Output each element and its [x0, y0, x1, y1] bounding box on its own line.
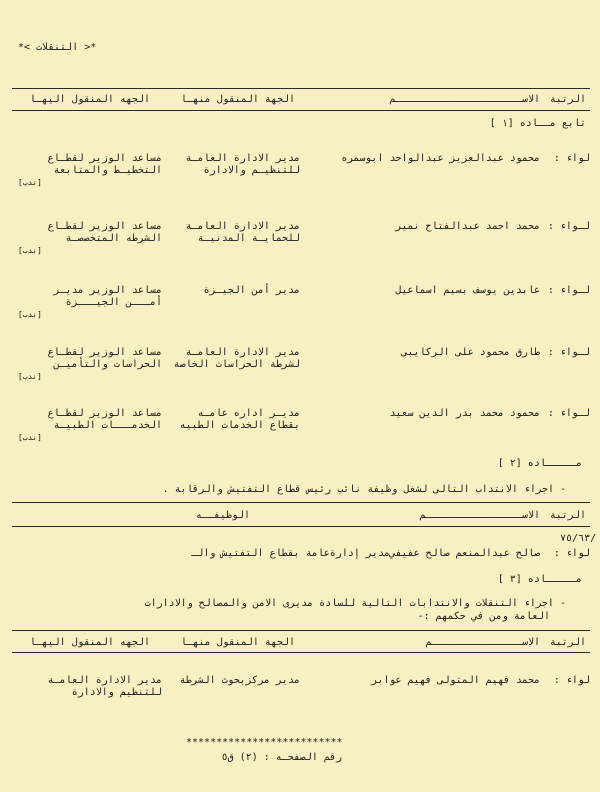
section-text: - اجراء الانتداب التالى لشغل وظيفة نائب رئيس قطاع التفتيش والرقابة . — [162, 484, 566, 495]
from-unit: مدير الادارة العامـة — [185, 347, 300, 358]
page-number: رقم الصفحـه : (٢) ق٥ — [221, 752, 342, 763]
header-rule-top — [12, 88, 590, 89]
header-rule-bottom — [12, 110, 590, 111]
top-mark: *< التنقلات >* — [18, 42, 97, 53]
header-name: الاســــــــــــــــم — [419, 510, 540, 521]
officer-name: صالح عبدالمنعم صالح عفيفي — [389, 548, 540, 559]
officer-name: عابدين يوسف بسيم اسماعيل — [395, 285, 540, 296]
from-unit: للتنظيـم والادارة — [203, 165, 300, 176]
rank: لـواء : — [547, 221, 590, 232]
header-rule-top — [12, 630, 590, 631]
assignment-note: [ندب] — [17, 310, 42, 319]
section-text: - اجراء التنقلات والانتدابات التالية للسادة مديرى الامن والمصالح والادارات — [144, 598, 566, 609]
officer-name: محمد فهيم المتولى فهيم عوابر — [371, 675, 540, 686]
assignment-note: [ندب] — [17, 372, 42, 381]
from-unit: مدير مركزبحوث الشرطة — [179, 675, 300, 686]
header-rule-top — [12, 502, 590, 503]
rank: لـواء : — [547, 347, 590, 358]
header-to: الجهه المنقول اليهـا — [29, 637, 150, 648]
file-code: ٧٥/٦٣/ — [560, 533, 597, 544]
header-to: الجهه المنقول اليهـا — [29, 94, 150, 105]
officer-name: محمد احمد عبدالفتاح نمير — [395, 221, 540, 232]
stars-divider: ************************** — [186, 737, 343, 748]
officer-name: محمود عبدالعزيز عبدالواحد ابوسمره — [341, 153, 540, 164]
from-unit: مدير أمن الجيـزة — [203, 285, 300, 296]
officer-name: محمود محمد بدر الدين سعيد — [389, 408, 540, 419]
to-unit: مساعد الوزير لقطـاع — [47, 153, 162, 164]
assignment-note: [ندب] — [17, 246, 42, 255]
header-name: الاســـــــــــــــــــــم — [389, 94, 540, 105]
header-rule-bottom — [12, 526, 590, 527]
from-unit: للحمايـة المدنيـة — [197, 233, 300, 244]
from-unit: مديـر اداره عامـه — [197, 408, 300, 419]
from-unit: لشرطة الحراسات الخاصة — [173, 359, 300, 370]
to-unit: أمـــن الجيـــزة — [65, 297, 162, 308]
header-rank: الرتبة — [549, 637, 586, 648]
to-unit: مدير الادارة العامـة — [47, 675, 162, 686]
from-unit: مدير الادارة العامـة — [185, 153, 300, 164]
rank: لـواء : — [547, 285, 590, 296]
to-unit: مساعد الوزير لقطـاع — [47, 221, 162, 232]
header-from: الجهة المنقول منهـا — [180, 94, 295, 105]
section-title: تابع مــاده [١ ] — [489, 118, 586, 129]
from-unit: بقطاع الخدمات الطبيه — [179, 420, 300, 431]
rank: لواء : — [553, 153, 590, 164]
header-job: الوظيفــه — [195, 510, 250, 521]
to-unit: الشرطه المتخصصـة — [65, 233, 162, 244]
to-unit: التخطيـط والمتابعة — [53, 165, 162, 176]
officer-name: طارق محمود على الركايبى — [401, 347, 540, 358]
header-from: الجهة المنقول منهـا — [180, 637, 295, 648]
job-title: مدير إدارةعامة بقطاع التفتيش والـ — [191, 548, 390, 559]
header-rule-bottom — [12, 652, 590, 653]
section-title: مـــــاده [٢ ] — [497, 458, 582, 469]
header-name: الاســـــــــــــــم — [425, 637, 540, 648]
to-unit: للتنظيم والادارة — [71, 687, 162, 698]
to-unit: مساعد الوزير لقطـاع — [47, 408, 162, 419]
rank: لـواء : — [547, 408, 590, 419]
to-unit: الحراسات والتأميـن — [53, 359, 162, 370]
header-rank: الرتبة — [549, 510, 586, 521]
rank: لواء : — [553, 675, 590, 686]
assignment-note: [ندب] — [17, 178, 42, 187]
rank: لواء : — [553, 548, 590, 559]
section-text: العامة ومن في حكمهم :- — [417, 611, 550, 622]
assignment-note: [ندب] — [17, 433, 42, 442]
header-rank: الرتبة — [549, 94, 586, 105]
to-unit: مساعد الوزير لقطـاع — [47, 347, 162, 358]
section-title: مـــــاده [٣ ] — [497, 574, 582, 585]
to-unit: مساعد الوزير مديـر — [53, 285, 162, 296]
from-unit: مدير الادارة العامـة — [185, 221, 300, 232]
to-unit: الخدمـــات الطبيـة — [53, 420, 162, 431]
